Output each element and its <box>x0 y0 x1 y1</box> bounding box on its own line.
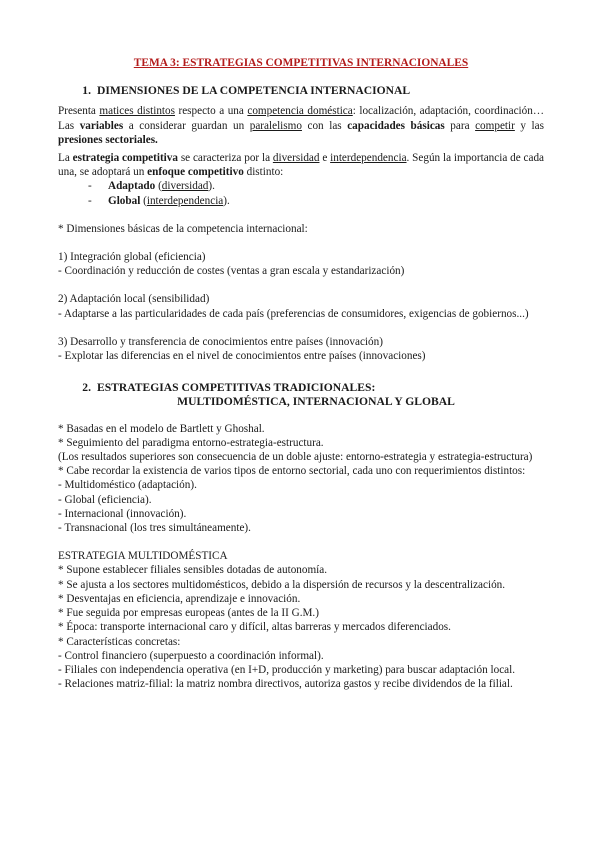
section-2-line: * Seguimiento del paradigma entorno-estrategia-estructura. <box>58 436 324 449</box>
bold-term: Adaptado <box>108 180 156 193</box>
bullet-global <box>58 194 544 208</box>
text: ). <box>208 180 215 193</box>
bold-term: enfoque competitivo <box>147 166 244 179</box>
section-1-paragraph-1 <box>58 104 544 147</box>
text: ( <box>140 194 147 207</box>
underlined-term: matices distintos <box>99 105 175 118</box>
multidomestic-line: * Se ajusta a los sectores multidomésticos, debido a la dispersión de recursos y la descentralización. <box>58 578 506 591</box>
section-2-line: - Transnacional (los tres simultáneamente). <box>58 522 251 535</box>
section-2-line: - Global (eficiencia). <box>58 493 152 506</box>
text: con las <box>301 119 348 132</box>
text: La <box>58 152 73 165</box>
underlined-term: paralelismo <box>249 119 302 132</box>
text: : localización, adaptación, coordinación… Las <box>58 105 545 132</box>
multidomestic-line: * Fue seguida por empresas europeas (antes de la II G.M.) <box>58 607 319 620</box>
dimension-1-title: 1) Integración global (eficiencia) <box>58 251 206 264</box>
multidomestic-line: * Características concretas: <box>58 635 181 648</box>
text: e <box>319 152 331 165</box>
dimension-3-title: 3) Desarrollo y transferencia de conocimientos entre países (innovación) <box>58 335 383 348</box>
text: Presenta <box>58 105 100 118</box>
dimension-1-description: - Coordinación y reducción de costes (ventas a gran escala y estandarización) <box>58 265 405 278</box>
multidomestic-heading: ESTRATEGIA MULTIDOMÉSTICA <box>58 550 228 563</box>
multidomestic-line: * Época: transporte internacional caro y difícil, altas barreras y mercados diferenciados. <box>58 621 451 634</box>
section-1-paragraph-2 <box>58 151 544 179</box>
bold-term: estrategia competitiva <box>72 152 178 165</box>
text: distinto: <box>243 166 284 179</box>
underlined-term: diversidad <box>161 180 209 193</box>
text: ( <box>155 180 162 193</box>
underlined-term: diversidad <box>272 152 320 165</box>
dimension-2-description: - Adaptarse a las particularidades de cada país (preferencias de consumidores, exigencias de gobiernos...) <box>58 307 529 320</box>
text: respecto a una <box>175 105 248 118</box>
section-2-heading <box>58 381 544 395</box>
multidomestic-line: - Control financiero (superpuesto a coordinación informal). <box>58 649 324 662</box>
underlined-term: interdependencia <box>330 152 407 165</box>
bold-term: variables <box>79 119 124 132</box>
bold-term: capacidades básicas <box>347 119 445 132</box>
section-2-line: - Internacional (innovación). <box>58 507 187 520</box>
bullet-dash: - <box>88 194 92 207</box>
section-2-line: * Basadas en el modelo de Bartlett y Ghoshal. <box>58 422 265 435</box>
dimensions-intro: * Dimensiones básicas de la competencia internacional: <box>58 222 308 235</box>
bullet-adaptado <box>58 179 544 193</box>
multidomestic-line: - Filiales con independencia operativa (en I+D, producción y marketing) para buscar adaptación local. <box>58 663 516 676</box>
section-2-title-line-2: MULTIDOMÉSTICA, INTERNACIONAL Y GLOBAL <box>177 395 455 409</box>
underlined-term: competencia doméstica <box>247 105 353 118</box>
multidomestic-line: * Supone establecer filiales sensibles dotadas de autonomía. <box>58 564 328 577</box>
text: . Según la importancia de cada una, se adoptará un <box>58 152 545 179</box>
document-title: TEMA 3: ESTRATEGIAS COMPETITIVAS INTERNACIONALES <box>133 57 469 69</box>
text: para <box>444 119 476 132</box>
underlined-term: interdependencia <box>146 194 224 207</box>
dimension-3-description: - Explotar las diferencias en el nivel de conocimientos entre países (innovaciones) <box>58 350 426 363</box>
dimension-2-title: 2) Adaptación local (sensibilidad) <box>58 293 210 306</box>
section-1-number: 1. <box>82 84 91 98</box>
document-page <box>58 56 544 691</box>
section-2-line: - Multidoméstico (adaptación). <box>58 479 197 492</box>
text: se caracteriza por la <box>177 152 273 165</box>
section-2-title-line-1: ESTRATEGIAS COMPETITIVAS TRADICIONALES: <box>97 381 376 395</box>
underlined-term: competir <box>475 119 515 132</box>
text: ). <box>223 194 230 207</box>
section-2-line: (Los resultados superiores son consecuencia de un doble ajuste: entorno-estrategia y estrategia-estructura) <box>58 451 533 464</box>
text: a considerar guardan un <box>123 119 250 132</box>
text: y las <box>514 119 544 132</box>
section-2-line: * Cabe recordar la existencia de varios tipos de entorno sectorial, cada uno con requerimientos distintos: <box>58 465 526 478</box>
section-2-number: 2. <box>82 381 91 395</box>
multidomestic-line: * Desventajas en eficiencia, aprendizaje e innovación. <box>58 592 301 605</box>
section-1-title: DIMENSIONES DE LA COMPETENCIA INTERNACIONAL <box>97 84 411 98</box>
bold-term: Global <box>108 194 141 207</box>
multidomestic-line: - Relaciones matriz-filial: la matriz nombra directivos, autoriza gastos y recibe dividendos de la filial. <box>58 678 513 691</box>
bold-term: presiones sectoriales. <box>58 133 158 146</box>
section-1-heading <box>58 84 544 98</box>
bullet-dash: - <box>88 180 92 193</box>
